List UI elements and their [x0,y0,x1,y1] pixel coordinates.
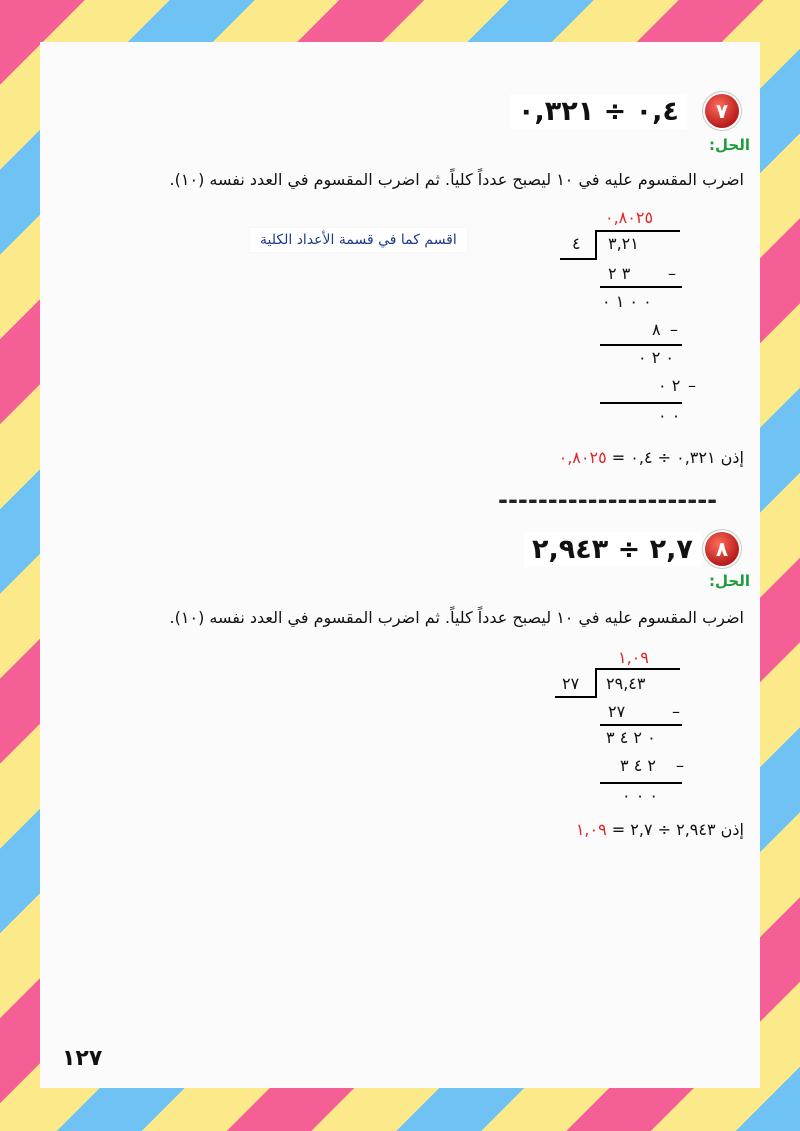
problem-7-step-3: ٨ [652,320,661,339]
problem-8-step-2: ٠ ٢ ٤ ٣ [606,728,656,747]
problem-7-minus-2: – [670,320,686,339]
problem-8-rule-2 [600,782,682,784]
problem-7-number: ٧ [715,99,729,123]
problem-8-number: ٨ [715,537,729,561]
problem-8-instruction: اضرب المقسوم عليه في ١٠ ليصبح عدداً كلياً. ثم اضرب المقسوم في العدد نفسه (١٠). [169,608,744,627]
worksheet-page [40,42,760,1088]
problem-8-step-4: ٠ ٠ ٠ [622,786,658,805]
problem-7-solution-label: الحل: [709,136,750,154]
problem-8-step-1: ٢٧ [608,702,626,721]
problem-7-result [559,448,744,467]
problem-8-quotient: ١,٠٩ [618,648,649,667]
problem-8-minus-2: – [676,756,692,775]
problem-8-step-3: ٢ ٤ ٣ [620,756,656,775]
problem-8-bracket-side [595,668,597,698]
problem-8-result-value: ١,٠٩ [575,820,607,839]
problem-7-rule-1 [600,286,682,288]
problem-8-rule-1 [600,724,682,726]
problem-8-result [576,820,744,839]
problem-8-number-badge [705,532,739,566]
problem-8-solution-label: الحل: [709,572,750,590]
problem-7-note: اقسم كما في قسمة الأعداد الكلية [250,228,467,252]
problem-7-step-5: ٢ ٠ [658,376,681,395]
problem-7-divisor-underline [560,258,597,260]
problem-7-number-badge [705,94,739,128]
problem-8-expression: ٢,٧ ÷ ٢,٩٤٣ [524,532,701,567]
problem-8-divisor: ٢٧ [562,674,580,693]
problem-7-step-2: ٠ ٠ ١ ٠ [602,292,652,311]
problem-7-rule-2 [600,344,682,346]
problem-7-result-prefix: إذن ٠,٣٢١ ÷ ٠,٤ = [606,448,744,467]
section-divider: ---------------------- [498,486,718,514]
page-number: ١٢٧ [62,1046,103,1071]
problem-8-divisor-underline [555,696,597,698]
problem-7-minus-1: – [668,264,684,283]
problem-7-instruction: اضرب المقسوم عليه في ١٠ ليصبح عدداً كلياً. ثم اضرب المقسوم في العدد نفسه (١٠). [169,170,744,189]
problem-7-bracket-side [595,230,597,260]
problem-7-step-4: ٠ ٢ ٠ [638,348,674,367]
problem-7-minus-3: – [688,376,704,395]
problem-7-quotient: ٠,٨٠٢٥ [605,208,654,227]
problem-8-result-prefix: إذن ٢,٩٤٣ ÷ ٢,٧ = [606,820,744,839]
problem-7-step-1: ٣ ٢ [608,264,631,283]
problem-7-result-value: ٠,٨٠٢٥ [558,448,607,467]
problem-7-rule-3 [600,402,682,404]
problem-7-expression: ٠,٤ ÷ ٠,٣٢١ [510,94,687,129]
problem-8-minus-1: – [672,702,688,721]
problem-7-dividend: ٣,٢١ [608,234,639,253]
problem-7-bracket-top [595,230,680,232]
problem-8-dividend: ٢٩,٤٣ [606,674,646,693]
problem-7-divisor: ٤ [572,234,581,253]
problem-7-step-6: ٠ ٠ [658,406,681,425]
problem-8-bracket-top [595,668,680,670]
